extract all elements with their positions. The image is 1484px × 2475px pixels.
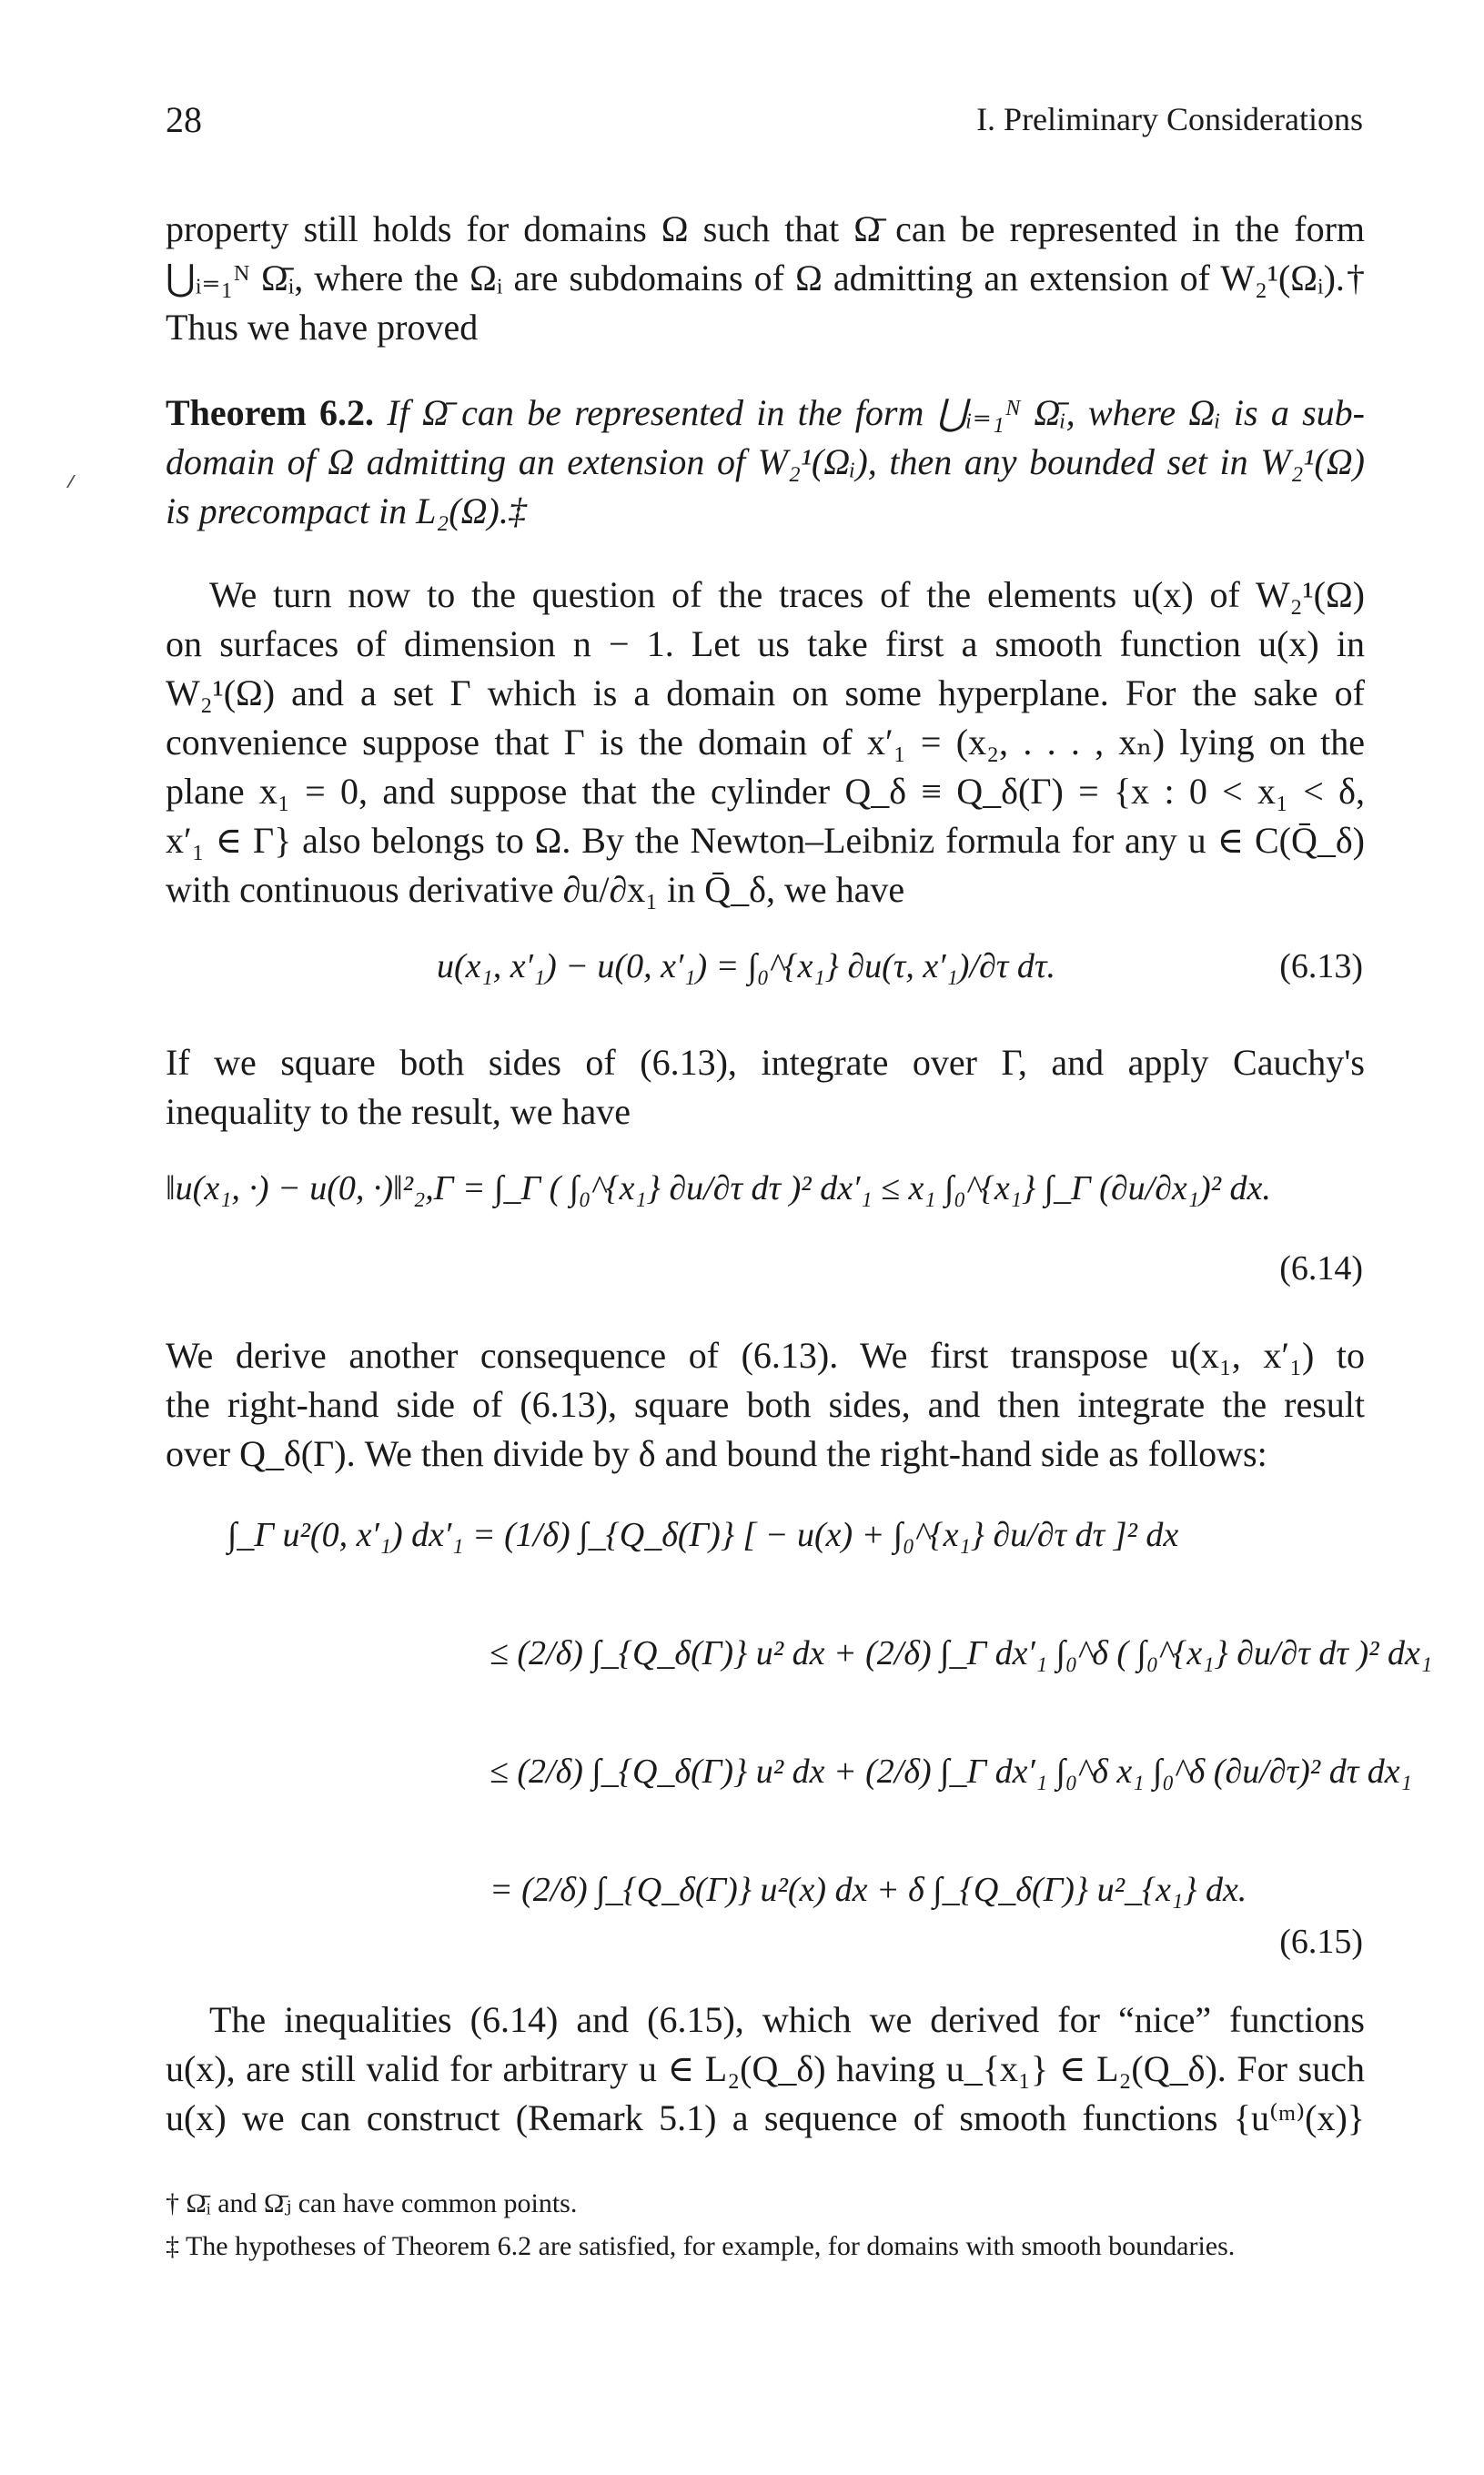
theorem-line bbox=[166, 391, 1365, 434]
equation-6-15-line: = (2/δ) ∫_{Q_δ(Γ)} u²(x) dx + δ ∫_{Q_δ(Γ)} u²_{x₁} dx. bbox=[490, 1871, 1247, 1909]
text-line: We turn now to the question of the traces of the elements u(x) of W₂¹(Ω) bbox=[209, 574, 1365, 615]
equation-6-15-line: ≤ (2/δ) ∫_{Q_δ(Γ)} u² dx + (2/δ) ∫_Γ dx′₁ ∫₀^δ x₁ ∫₀^δ (∂u/∂τ)² dτ dx₁ bbox=[490, 1753, 1412, 1791]
text-line: u(x), are still valid for arbitrary u ∈ L₂(Q_δ) having u_{x₁} ∈ L₂(Q_δ). For such bbox=[166, 2048, 1365, 2089]
pencil-mark bbox=[66, 475, 85, 488]
theorem-line: is precompact in L₂(Ω).‡ bbox=[166, 490, 527, 531]
text-line: Thus we have proved bbox=[166, 307, 479, 348]
running-header: I. Preliminary Considerations bbox=[976, 101, 1363, 137]
text-line: with continuous derivative ∂u/∂x₁ in Q̄_δ, we have bbox=[166, 869, 905, 910]
footnote: ‡ The hypotheses of Theorem 6.2 are satisfied, for example, for domains with smooth boundaries. bbox=[166, 2231, 1236, 2261]
text-line: ⋃ᵢ₌₁ᴺ Ω̄ᵢ, where the Ωᵢ are subdomains of Ω admitting an extension of W₂¹(Ωᵢ).† bbox=[166, 258, 1365, 298]
text-line: W₂¹(Ω) and a set Γ which is a domain on some hyperplane. For the sake of bbox=[166, 672, 1365, 713]
text-line: u(x) we can construct (Remark 5.1) a sequence of smooth functions {u⁽ᵐ⁾(x)} bbox=[166, 2097, 1365, 2138]
equation-number: (6.14) bbox=[1279, 1249, 1363, 1288]
text-line: The inequalities (6.14) and (6.15), which we derived for “nice” functions bbox=[209, 1999, 1365, 2040]
text-line: x′₁ ∈ Γ} also belongs to Ω. By the Newton–Leibniz formula for any u ∈ C(Q̄_δ) bbox=[166, 820, 1365, 861]
footnote: † Ω̄ᵢ and Ω̄ⱼ can have common points. bbox=[166, 2188, 578, 2218]
equation-number: (6.15) bbox=[1279, 1923, 1363, 1961]
theorem-line: domain of Ω admitting an extension of W₂¹(Ωᵢ), then any bounded set in W₂¹(Ω) bbox=[166, 441, 1365, 482]
text-line: over Q_δ(Γ). We then divide by δ and bound the right-hand side as follows: bbox=[166, 1433, 1267, 1474]
equation-6-14: ‖u(x₁, ·) − u(0, ·)‖²₂,Γ = ∫_Γ ( ∫₀^{x₁} ∂u/∂τ dτ )² dx′₁ ≤ x₁ ∫₀^{x₁} ∫_Γ (∂u/∂x₁)² dx. bbox=[166, 1169, 1271, 1207]
equation-6-13: u(x₁, x′₁) − u(0, x′₁) = ∫₀^{x₁} ∂u(τ, x′₁)/∂τ dτ. bbox=[437, 947, 1055, 985]
text-line: the right-hand side of (6.13), square both sides, and then integrate the result bbox=[166, 1384, 1365, 1425]
text-line: We derive another consequence of (6.13). We first transpose u(x₁, x′₁) to bbox=[166, 1335, 1365, 1376]
text-line: inequality to the result, we have bbox=[166, 1091, 631, 1132]
text-line: If we square both sides of (6.13), integrate over Γ, and apply Cauchy's bbox=[166, 1042, 1365, 1083]
equation-6-15-line: ∫_Γ u²(0, x′₁) dx′₁ = (1/δ) ∫_{Q_δ(Γ)} [ − u(x) + ∫₀^{x₁} ∂u/∂τ dτ ]² dx bbox=[227, 1516, 1179, 1554]
equation-6-15-line: ≤ (2/δ) ∫_{Q_δ(Γ)} u² dx + (2/δ) ∫_Γ dx′₁ ∫₀^δ ( ∫₀^{x₁} ∂u/∂τ dτ )² dx₁ bbox=[490, 1634, 1433, 1672]
text-line: convenience suppose that Γ is the domain of x′₁ = (x₂, . . . , xₙ) lying on the bbox=[166, 722, 1365, 763]
theorem-label: Theorem 6.2. bbox=[166, 392, 375, 433]
theorem-text: If Ω̄ can be represented in the form ⋃ᵢ₌₁ᴺ Ω̄ᵢ, where Ωᵢ is a sub- bbox=[387, 392, 1366, 433]
page-number: 28 bbox=[166, 99, 202, 140]
equation-number: (6.13) bbox=[1279, 947, 1363, 985]
text-line: property still holds for domains Ω such that Ω̄ can be represented in the form bbox=[166, 208, 1365, 249]
text-line: plane x₁ = 0, and suppose that the cylinder Q_δ ≡ Q_δ(Γ) = {x : 0 < x₁ < δ, bbox=[166, 771, 1365, 812]
text-line: on surfaces of dimension n − 1. Let us take first a smooth function u(x) in bbox=[166, 623, 1365, 664]
